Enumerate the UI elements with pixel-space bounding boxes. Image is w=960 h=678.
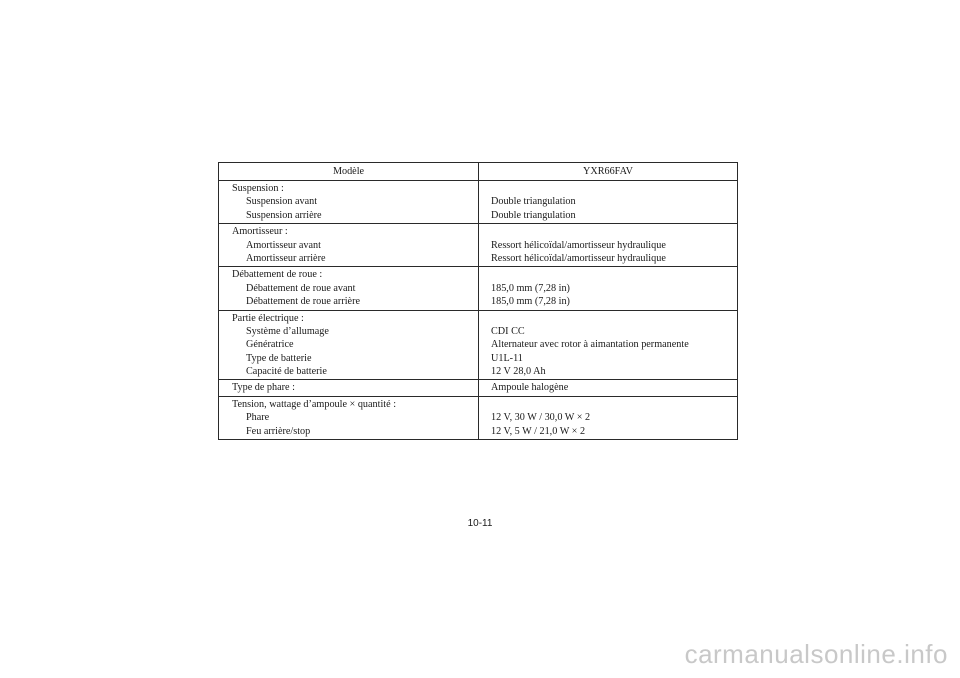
spec-group-title: Type de phare :	[232, 382, 295, 394]
spec-group-title: Partie électrique :	[232, 312, 304, 324]
spec-item-value: Ressort hélicoïdal/amortisseur hydraulique	[491, 252, 666, 264]
spec-group-title: Débattement de roue :	[232, 269, 323, 281]
spec-item-label: Débattement de roue avant	[246, 282, 356, 294]
watermark-logo: carmanualsonline.info	[684, 639, 948, 669]
spec-item-label: Débattement de roue arrière	[246, 296, 360, 308]
spec-item-value: U1L-11	[491, 352, 523, 364]
spec-item-value: 185,0 mm (7,28 in)	[491, 296, 570, 308]
spec-group-title-spacer	[479, 182, 737, 195]
spec-group-labels	[219, 181, 479, 224]
spec-group-labels	[219, 310, 479, 380]
spec-item-label: Amortisseur avant	[246, 239, 321, 251]
page-number: 10-11	[467, 518, 493, 529]
spec-item-value: 12 V 28,0 Ah	[491, 366, 546, 378]
spec-group-title-spacer	[479, 268, 737, 281]
header-model-value: YXR66FAV	[479, 163, 738, 181]
spec-group-row	[219, 380, 738, 396]
spec-item-label: Feu arrière/stop	[246, 425, 311, 437]
spec-group-labels	[219, 396, 479, 439]
spec-item-label: Génératrice	[246, 339, 294, 351]
spec-item-value: Ressort hélicoïdal/amortisseur hydraulique	[491, 239, 666, 251]
spec-item-value: Double triangulation	[491, 209, 576, 221]
spec-group-row	[219, 310, 738, 380]
spec-item-label: Suspension avant	[246, 196, 318, 208]
spec-item-value: Alternateur avec rotor à aimantation permanente	[491, 339, 689, 351]
spec-group-title-spacer	[479, 225, 737, 238]
spec-group-title-spacer	[479, 398, 737, 411]
spec-group-values	[479, 267, 738, 310]
spec-group-title: Suspension :	[232, 183, 284, 194]
spec-item-value: 12 V, 30 W / 30,0 W × 2	[491, 412, 591, 424]
spec-group-row	[219, 396, 738, 439]
spec-group-values	[479, 224, 738, 267]
spec-item-label: Type de batterie	[246, 352, 312, 364]
spec-group-row	[219, 181, 738, 224]
table-header	[219, 163, 738, 181]
spec-group-labels	[219, 224, 479, 267]
spec-group-title: Tension, wattage d’ampoule × quantité :	[232, 398, 397, 410]
spec-group-title: Amortisseur :	[232, 226, 288, 238]
spec-group-row	[219, 267, 738, 310]
spec-item-label: Phare	[246, 412, 270, 424]
spec-group-row	[219, 224, 738, 267]
spec-item-label: Suspension arrière	[246, 209, 322, 221]
spec-item-value: 12 V, 5 W / 21,0 W × 2	[491, 425, 586, 437]
spec-group-labels	[219, 380, 479, 396]
table-body	[219, 181, 738, 440]
spec-item-value: Double triangulation	[491, 196, 576, 208]
spec-group-values	[479, 310, 738, 380]
spec-item-value: CDI CC	[491, 325, 525, 337]
header-model-label: Modèle	[219, 163, 479, 181]
spec-item-label: Capacité de batterie	[246, 366, 327, 378]
spec-group-title-value: Ampoule halogène	[491, 382, 569, 394]
spec-group-values	[479, 181, 738, 224]
spec-group-title-spacer	[479, 312, 737, 325]
spec-item-label: Amortisseur arrière	[246, 252, 326, 264]
specifications-table	[218, 162, 738, 440]
spec-group-values	[479, 396, 738, 439]
spec-group-labels	[219, 267, 479, 310]
spec-group-values	[479, 380, 738, 396]
spec-item-label: Système d’allumage	[246, 325, 329, 337]
spec-item-value: 185,0 mm (7,28 in)	[491, 282, 570, 294]
table-header-row	[219, 163, 738, 181]
